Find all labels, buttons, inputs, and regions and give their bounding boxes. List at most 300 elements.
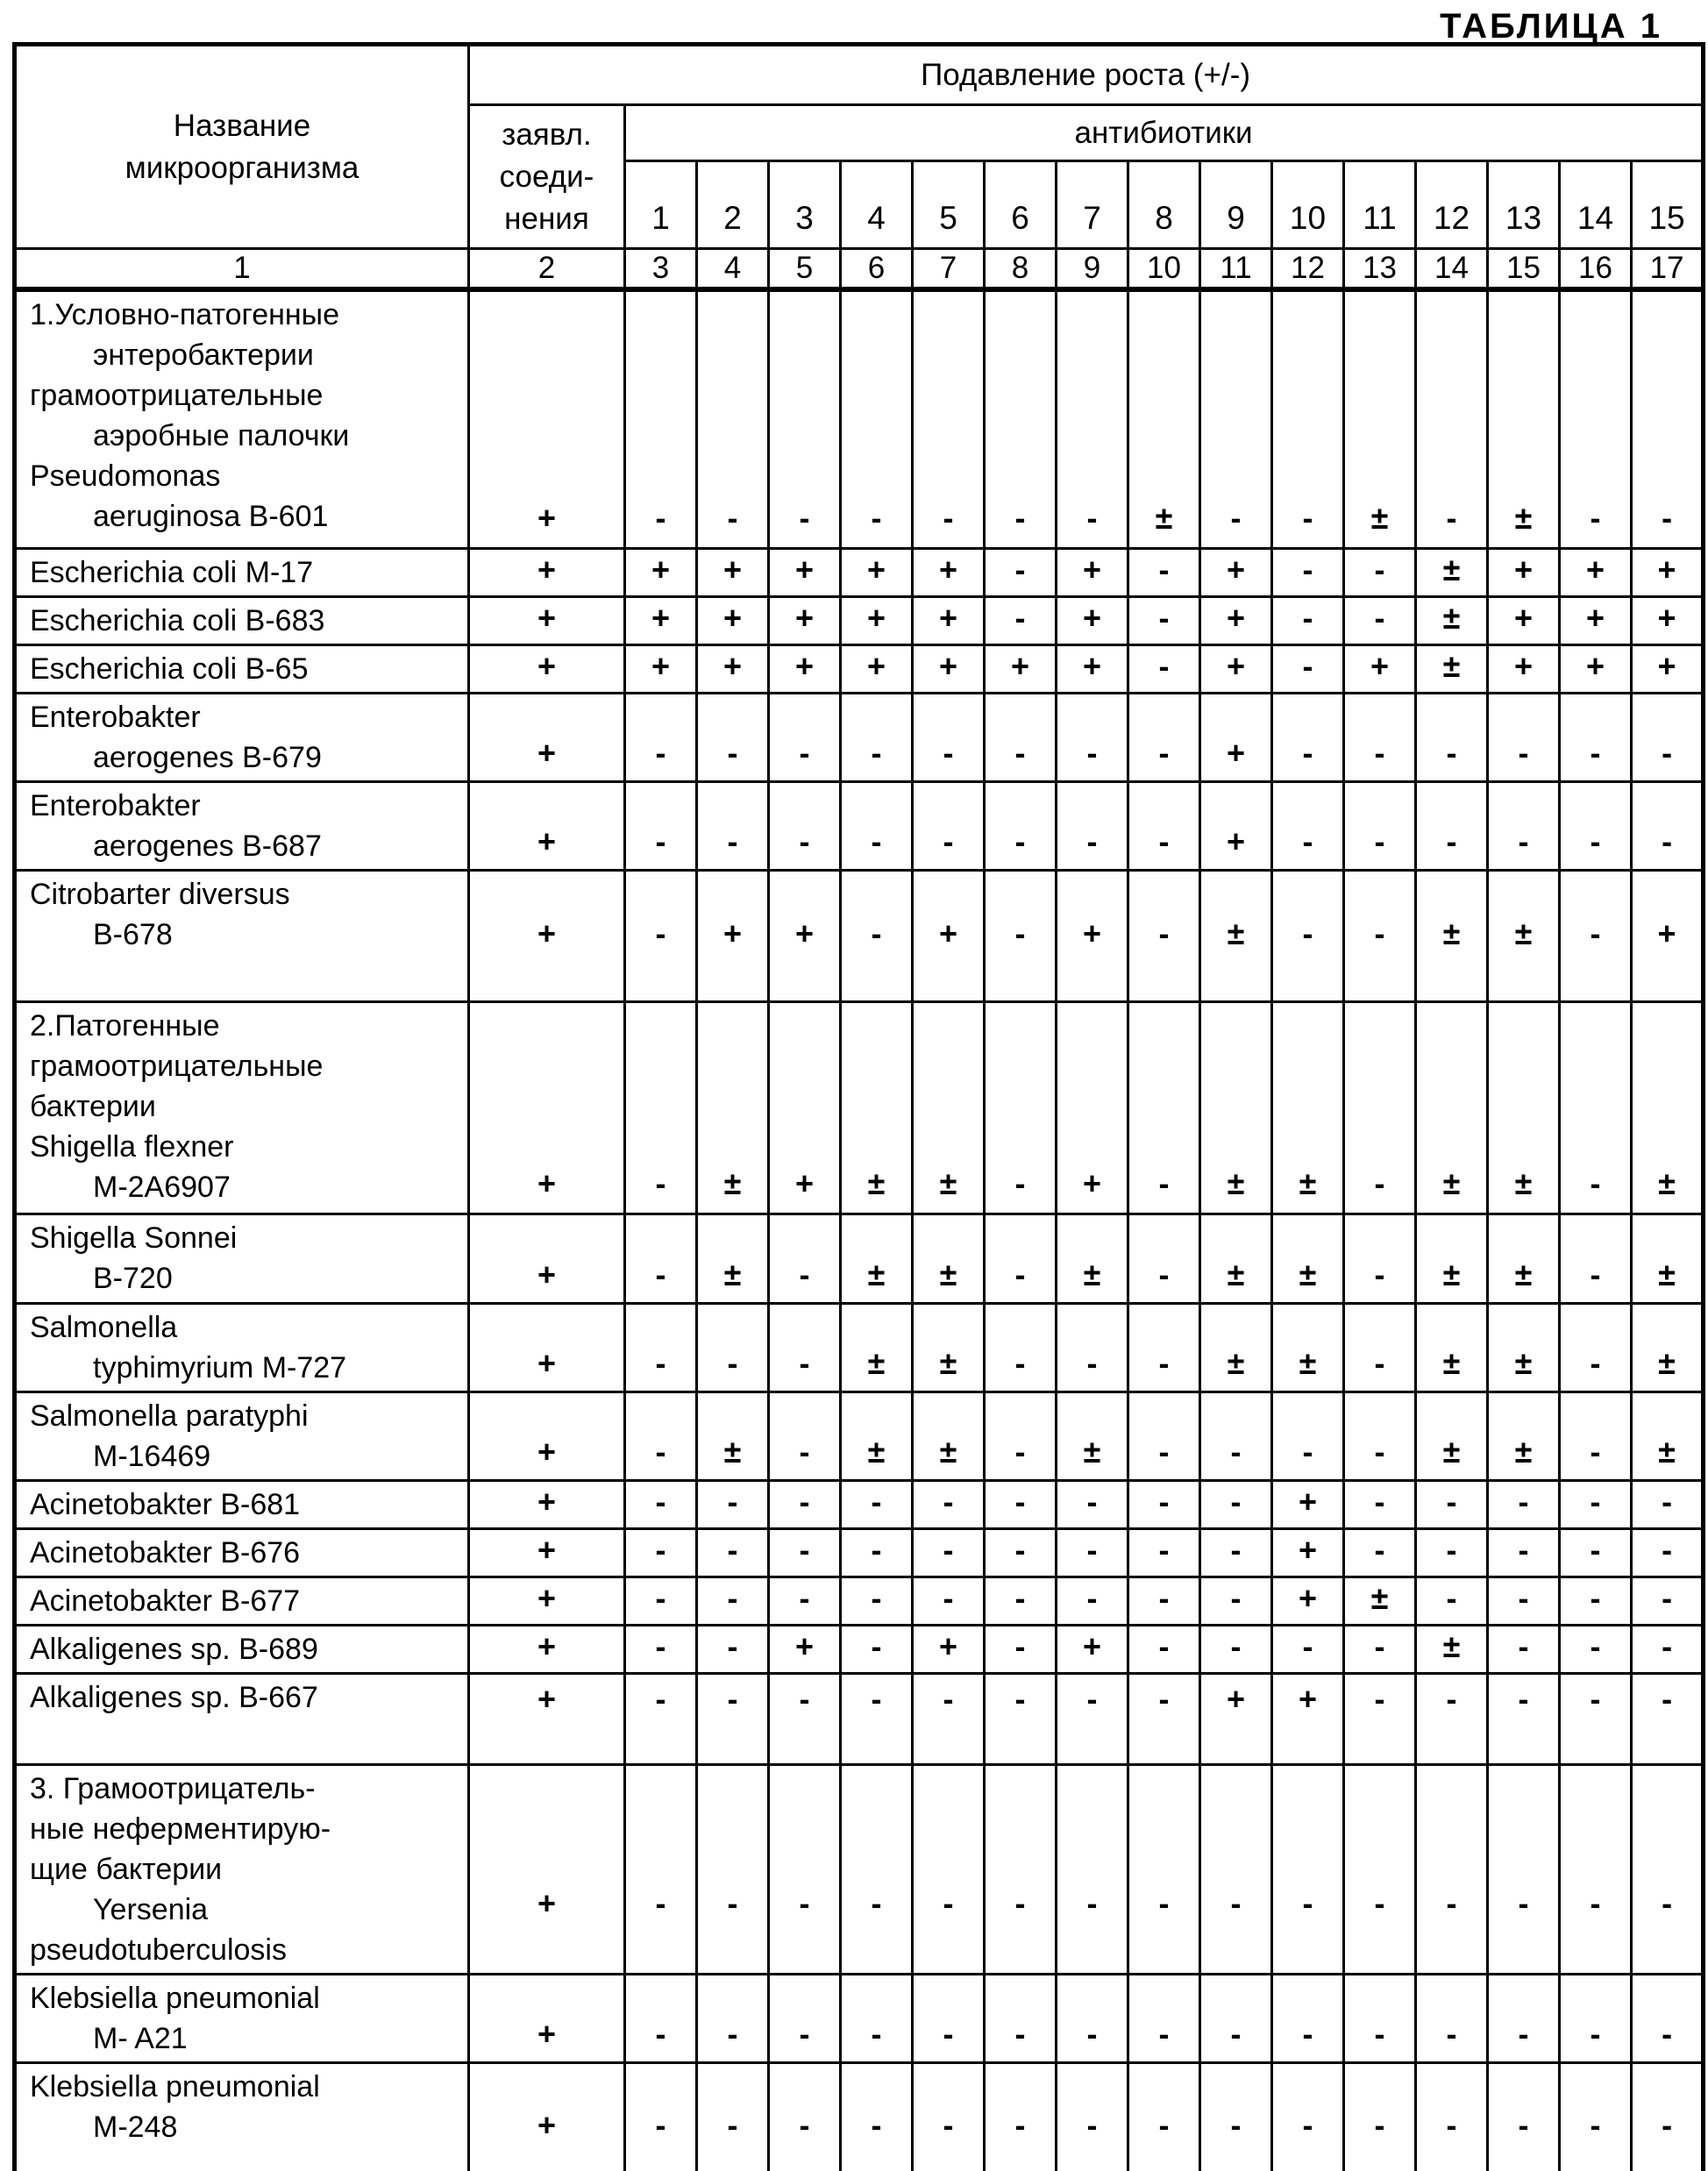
antibiotic-result-cell: - bbox=[1488, 1528, 1560, 1577]
antibiotic-result-cell: - bbox=[1272, 1625, 1344, 1673]
antibiotic-result-cell: - bbox=[1560, 1392, 1632, 1480]
antibiotic-result-cell: - bbox=[1272, 548, 1344, 596]
antibiotic-result-cell: ± bbox=[1488, 1001, 1560, 1214]
claimed-compound-result-cell: + bbox=[469, 1392, 625, 1480]
antibiotic-result-cell: - bbox=[1560, 1625, 1632, 1673]
antibiotic-result-cell: - bbox=[1272, 1764, 1344, 1974]
antibiotic-result-cell: - bbox=[1057, 1577, 1128, 1625]
organism-name-line: aerogenes B-679 bbox=[93, 740, 322, 774]
antibiotic-result-cell: - bbox=[697, 693, 769, 781]
antibiotic-result-cell: + bbox=[625, 596, 697, 644]
organism-name-line: Enterobakter bbox=[30, 788, 201, 822]
antibiotic-result-cell: - bbox=[913, 693, 985, 781]
antibiotic-result-cell: - bbox=[1128, 1577, 1200, 1625]
antibiotic-result-cell: + bbox=[769, 1001, 841, 1214]
antibiotic-result-cell: + bbox=[697, 596, 769, 644]
organism-name-cell bbox=[15, 1577, 469, 1625]
antibiotic-result-cell: ± bbox=[1057, 1214, 1128, 1303]
antibiotic-result-cell: - bbox=[985, 1528, 1057, 1577]
column-index-cell: 1 bbox=[15, 249, 469, 290]
antibiotic-result-cell: ± bbox=[1632, 1303, 1704, 1392]
antibiotic-number-cell: 10 bbox=[1272, 161, 1344, 249]
antibiotic-result-cell: - bbox=[841, 1577, 913, 1625]
antibiotic-result-cell: - bbox=[841, 1528, 913, 1577]
organism-name-line: щие бактерии bbox=[30, 1852, 223, 1886]
antibiotic-result-cell: - bbox=[1128, 2062, 1200, 2171]
antibiotic-result-cell: ± bbox=[1416, 1001, 1488, 1214]
antibiotic-result-cell: - bbox=[1560, 693, 1632, 781]
antibiotic-result-cell: - bbox=[1416, 1480, 1488, 1528]
antibiotic-result-cell: - bbox=[1200, 1528, 1272, 1577]
antibiotic-result-cell: - bbox=[913, 1764, 985, 1974]
organism-name-line: Klebsiella pneumonial bbox=[30, 2069, 320, 2103]
organism-name-line: B-678 bbox=[93, 917, 173, 951]
antibiotic-result-cell: - bbox=[1128, 548, 1200, 596]
organism-name-cell bbox=[15, 1392, 469, 1480]
antibiotic-result-cell: - bbox=[1272, 1974, 1344, 2062]
antibiotic-result-cell: - bbox=[697, 1528, 769, 1577]
antibiotic-result-cell: - bbox=[625, 693, 697, 781]
antibiotic-result-cell: ± bbox=[697, 1214, 769, 1303]
antibiotic-result-cell: - bbox=[1344, 1480, 1416, 1528]
organism-name-line: Enterobakter bbox=[30, 700, 201, 734]
antibiotic-result-cell: ± bbox=[1272, 1303, 1344, 1392]
antibiotic-result-cell: - bbox=[769, 1673, 841, 1764]
column-index-cell: 14 bbox=[1416, 249, 1488, 290]
claimed-compound-result-cell: + bbox=[469, 1480, 625, 1528]
organism-name-line: M-2A6907 bbox=[93, 1170, 231, 1204]
antibiotic-result-cell: - bbox=[1560, 870, 1632, 1001]
antibiotic-result-cell: ± bbox=[1632, 1001, 1704, 1214]
antibiotic-result-cell: - bbox=[1488, 1673, 1560, 1764]
antibiotic-result-cell: - bbox=[1200, 1974, 1272, 2062]
antibiotic-result-cell: + bbox=[1560, 548, 1632, 596]
antibiotic-result-cell: ± bbox=[697, 1001, 769, 1214]
antibiotic-result-cell: - bbox=[913, 289, 985, 548]
antibiotic-result-cell: - bbox=[985, 1673, 1057, 1764]
antibiotic-result-cell: - bbox=[985, 1625, 1057, 1673]
antibiotic-result-cell: - bbox=[841, 289, 913, 548]
column-index-cell: 16 bbox=[1560, 249, 1632, 290]
antibiotic-result-cell: - bbox=[1128, 644, 1200, 693]
antibiotic-result-cell: ± bbox=[1632, 1392, 1704, 1480]
antibiotic-result-cell: - bbox=[1128, 1001, 1200, 1214]
antibiotic-result-cell: - bbox=[1128, 1480, 1200, 1528]
antibiotic-result-cell: - bbox=[1057, 1764, 1128, 1974]
column-index-cell: 13 bbox=[1344, 249, 1416, 290]
antibiotic-result-cell: + bbox=[625, 644, 697, 693]
antibiotic-result-cell: + bbox=[1057, 548, 1128, 596]
antibiotic-result-cell: - bbox=[1560, 1673, 1632, 1764]
organism-name-line: M-16469 bbox=[93, 1439, 211, 1473]
organism-row bbox=[15, 1974, 1704, 2062]
antibiotic-result-cell: - bbox=[697, 2062, 769, 2171]
antibiotic-result-cell: + bbox=[769, 644, 841, 693]
antibiotic-result-cell: ± bbox=[1272, 1001, 1344, 1214]
growth-suppression-table bbox=[12, 42, 1705, 2171]
antibiotic-result-cell: + bbox=[1632, 548, 1704, 596]
antibiotic-result-cell: - bbox=[1200, 1480, 1272, 1528]
antibiotic-number-cell: 2 bbox=[697, 161, 769, 249]
antibiotic-result-cell: - bbox=[625, 289, 697, 548]
organism-name-line: грамоотрицательные bbox=[30, 1049, 324, 1083]
organism-row bbox=[15, 1528, 1704, 1577]
column-index-cell: 3 bbox=[625, 249, 697, 290]
organism-name-line: 2.Патогенные bbox=[30, 1008, 220, 1043]
antibiotic-result-cell: - bbox=[1057, 1528, 1128, 1577]
antibiotic-result-cell: - bbox=[625, 1392, 697, 1480]
antibiotic-result-cell: - bbox=[1057, 1673, 1128, 1764]
antibiotic-result-cell: - bbox=[1057, 1480, 1128, 1528]
antibiotic-result-cell: - bbox=[1632, 1974, 1704, 2062]
claimed-compound-result-cell: + bbox=[469, 781, 625, 870]
organism-name-cell bbox=[15, 781, 469, 870]
antibiotic-result-cell: - bbox=[985, 1214, 1057, 1303]
antibiotic-result-cell: + bbox=[1272, 1480, 1344, 1528]
organism-name-cell bbox=[15, 1625, 469, 1673]
antibiotic-result-cell: - bbox=[1632, 1673, 1704, 1764]
antibiotic-result-cell: - bbox=[913, 781, 985, 870]
claimed-compound-result-cell: + bbox=[469, 1303, 625, 1392]
organism-name-line: ные неферментирую- bbox=[30, 1812, 331, 1846]
antibiotic-result-cell: + bbox=[769, 548, 841, 596]
claimed-compound-result-cell: + bbox=[469, 1764, 625, 1974]
antibiotic-result-cell: ± bbox=[913, 1303, 985, 1392]
antibiotic-result-cell: - bbox=[985, 1001, 1057, 1214]
antibiotic-result-cell: - bbox=[625, 1001, 697, 1214]
antibiotic-result-cell: - bbox=[625, 1303, 697, 1392]
antibiotic-result-cell: - bbox=[1560, 289, 1632, 548]
organism-name-line: typhimyrium M-727 bbox=[93, 1350, 347, 1384]
antibiotic-result-cell: - bbox=[1488, 781, 1560, 870]
organism-name-line: 3. Грамоотрицатель- bbox=[30, 1771, 316, 1805]
antibiotic-result-cell: - bbox=[985, 1480, 1057, 1528]
antibiotic-result-cell: + bbox=[1200, 1673, 1272, 1764]
organism-name-cell bbox=[15, 548, 469, 596]
antibiotic-result-cell: ± bbox=[1272, 1214, 1344, 1303]
antibiotic-result-cell: + bbox=[769, 596, 841, 644]
antibiotic-result-cell: - bbox=[1488, 2062, 1560, 2171]
antibiotic-result-cell: + bbox=[913, 548, 985, 596]
antibiotic-result-cell: - bbox=[1344, 1764, 1416, 1974]
organism-row bbox=[15, 1764, 1704, 1974]
antibiotic-result-cell: - bbox=[1632, 1528, 1704, 1577]
antibiotic-result-cell: + bbox=[769, 1625, 841, 1673]
antibiotic-number-cell: 12 bbox=[1416, 161, 1488, 249]
antibiotic-result-cell: - bbox=[1344, 548, 1416, 596]
organism-row bbox=[15, 2062, 1704, 2171]
antibiotic-result-cell: - bbox=[1416, 2062, 1488, 2171]
antibiotic-result-cell: - bbox=[625, 1625, 697, 1673]
antibiotic-result-cell: - bbox=[1128, 1528, 1200, 1577]
antibiotic-result-cell: - bbox=[625, 1673, 697, 1764]
organism-row bbox=[15, 1214, 1704, 1303]
organism-name-line: Citrobarter diversus bbox=[30, 877, 290, 911]
column-index-cell: 11 bbox=[1200, 249, 1272, 290]
organism-row bbox=[15, 644, 1704, 693]
column-index-cell: 12 bbox=[1272, 249, 1344, 290]
organism-name-cell bbox=[15, 1528, 469, 1577]
header-row-suppression bbox=[15, 45, 1704, 105]
antibiotic-result-cell: - bbox=[1272, 870, 1344, 1001]
antibiotic-result-cell: + bbox=[1057, 870, 1128, 1001]
antibiotic-result-cell: - bbox=[625, 870, 697, 1001]
organism-name-line: Yersenia bbox=[93, 1892, 209, 1926]
antibiotic-result-cell: - bbox=[1632, 2062, 1704, 2171]
antibiotic-result-cell: ± bbox=[1488, 1392, 1560, 1480]
antibiotic-result-cell: - bbox=[625, 2062, 697, 2171]
antibiotic-result-cell: - bbox=[769, 1528, 841, 1577]
antibiotic-number-cell: 8 bbox=[1128, 161, 1200, 249]
document-title: ТАБЛИЦА 1 bbox=[1440, 7, 1662, 46]
header-claimed-compound-line: нения bbox=[504, 201, 589, 236]
antibiotic-result-cell: + bbox=[1200, 548, 1272, 596]
organism-row bbox=[15, 693, 1704, 781]
antibiotic-result-cell: - bbox=[841, 1974, 913, 2062]
antibiotic-result-cell: - bbox=[1344, 1974, 1416, 2062]
antibiotic-result-cell: - bbox=[1272, 1392, 1344, 1480]
claimed-compound-result-cell: + bbox=[469, 1673, 625, 1764]
antibiotic-result-cell: ± bbox=[1128, 289, 1200, 548]
organism-name-line: Alkaligenes sp. B-667 bbox=[30, 1680, 318, 1714]
antibiotic-result-cell: - bbox=[1488, 1480, 1560, 1528]
antibiotic-result-cell: - bbox=[1344, 1303, 1416, 1392]
antibiotic-result-cell: + bbox=[1200, 644, 1272, 693]
antibiotic-result-cell: - bbox=[1272, 596, 1344, 644]
column-index-cell: 15 bbox=[1488, 249, 1560, 290]
antibiotic-result-cell: ± bbox=[1488, 870, 1560, 1001]
antibiotic-result-cell: + bbox=[697, 870, 769, 1001]
antibiotic-result-cell: ± bbox=[1416, 1392, 1488, 1480]
antibiotic-result-cell: - bbox=[1128, 1673, 1200, 1764]
antibiotic-result-cell: - bbox=[1344, 870, 1416, 1001]
antibiotic-result-cell: - bbox=[1560, 1764, 1632, 1974]
organism-name-cell bbox=[15, 596, 469, 644]
antibiotic-result-cell: - bbox=[697, 781, 769, 870]
antibiotic-result-cell: - bbox=[1416, 1974, 1488, 2062]
claimed-compound-result-cell: + bbox=[469, 870, 625, 1001]
antibiotic-result-cell: ± bbox=[1057, 1392, 1128, 1480]
antibiotic-result-cell: ± bbox=[1488, 289, 1560, 548]
antibiotic-result-cell: - bbox=[1128, 693, 1200, 781]
organism-name-line: Shigella Sonnei bbox=[30, 1221, 238, 1255]
antibiotic-result-cell: - bbox=[697, 1480, 769, 1528]
antibiotic-result-cell: + bbox=[841, 548, 913, 596]
antibiotic-result-cell: - bbox=[1344, 1673, 1416, 1764]
antibiotic-result-cell: - bbox=[1128, 1974, 1200, 2062]
antibiotic-result-cell: ± bbox=[1200, 1001, 1272, 1214]
antibiotic-result-cell: - bbox=[1200, 289, 1272, 548]
organism-name-cell bbox=[15, 644, 469, 693]
organism-name-cell bbox=[15, 1974, 469, 2062]
antibiotic-result-cell: - bbox=[1632, 1480, 1704, 1528]
antibiotic-number-cell: 11 bbox=[1344, 161, 1416, 249]
organism-name-line: Klebsiella pneumonial bbox=[30, 1981, 320, 2015]
claimed-compound-result-cell: + bbox=[469, 644, 625, 693]
antibiotic-result-cell: - bbox=[769, 693, 841, 781]
organism-row bbox=[15, 1577, 1704, 1625]
column-index-cell: 4 bbox=[697, 249, 769, 290]
antibiotic-result-cell: - bbox=[769, 1392, 841, 1480]
antibiotic-result-cell: + bbox=[1560, 644, 1632, 693]
header-antibiotics-cell: антибиотики bbox=[625, 105, 1704, 161]
header-claimed-compound-cell bbox=[469, 105, 625, 249]
organism-name-line: Pseudomonas bbox=[30, 459, 221, 493]
antibiotic-result-cell: - bbox=[985, 289, 1057, 548]
organism-row bbox=[15, 1673, 1704, 1764]
organism-row bbox=[15, 596, 1704, 644]
antibiotic-result-cell: + bbox=[985, 644, 1057, 693]
claimed-compound-result-cell: + bbox=[469, 1001, 625, 1214]
antibiotic-result-cell: - bbox=[841, 870, 913, 1001]
organism-name-line: бактерии bbox=[30, 1089, 156, 1123]
antibiotic-result-cell: - bbox=[1416, 1528, 1488, 1577]
antibiotic-result-cell: ± bbox=[1416, 644, 1488, 693]
header-claimed-compound-line: соеди- bbox=[499, 159, 594, 194]
column-index-cell: 6 bbox=[841, 249, 913, 290]
antibiotic-result-cell: - bbox=[1057, 289, 1128, 548]
column-index-cell: 7 bbox=[913, 249, 985, 290]
column-index-cell: 5 bbox=[769, 249, 841, 290]
claimed-compound-result-cell: + bbox=[469, 596, 625, 644]
organism-row bbox=[15, 781, 1704, 870]
antibiotic-result-cell: + bbox=[1200, 781, 1272, 870]
antibiotic-result-cell: ± bbox=[1200, 870, 1272, 1001]
organism-name-cell bbox=[15, 1764, 469, 1974]
organism-name-cell bbox=[15, 693, 469, 781]
organism-row bbox=[15, 1480, 1704, 1528]
organism-name-line: грамоотрицательные bbox=[30, 379, 324, 412]
antibiotic-result-cell: ± bbox=[841, 1001, 913, 1214]
antibiotic-result-cell: ± bbox=[913, 1214, 985, 1303]
organism-name-line: Acinetobakter B-681 bbox=[30, 1487, 301, 1521]
organism-row bbox=[15, 548, 1704, 596]
antibiotic-result-cell: - bbox=[913, 2062, 985, 2171]
antibiotic-result-cell: - bbox=[1128, 596, 1200, 644]
antibiotic-result-cell: - bbox=[985, 596, 1057, 644]
antibiotic-result-cell: - bbox=[1632, 1764, 1704, 1974]
antibiotic-result-cell: + bbox=[1344, 644, 1416, 693]
antibiotic-result-cell: - bbox=[697, 1303, 769, 1392]
antibiotic-result-cell: - bbox=[1344, 781, 1416, 870]
antibiotic-result-cell: - bbox=[1200, 1764, 1272, 1974]
antibiotic-result-cell: - bbox=[1272, 2062, 1344, 2171]
organism-name-line: аэробные палочки bbox=[93, 419, 350, 452]
antibiotic-result-cell: - bbox=[1632, 693, 1704, 781]
antibiotic-result-cell: - bbox=[769, 289, 841, 548]
antibiotic-result-cell: ± bbox=[1344, 289, 1416, 548]
organism-row bbox=[15, 1303, 1704, 1392]
organism-name-cell bbox=[15, 1673, 469, 1764]
antibiotic-result-cell: + bbox=[1272, 1673, 1344, 1764]
organism-name-line: энтеробактерии bbox=[93, 338, 314, 372]
antibiotic-result-cell: + bbox=[769, 870, 841, 1001]
antibiotic-result-cell: - bbox=[1057, 2062, 1128, 2171]
antibiotic-result-cell: - bbox=[1128, 1392, 1200, 1480]
antibiotic-result-cell: + bbox=[1560, 596, 1632, 644]
antibiotic-number-cell: 5 bbox=[913, 161, 985, 249]
antibiotic-result-cell: - bbox=[697, 1673, 769, 1764]
antibiotic-result-cell: - bbox=[1416, 781, 1488, 870]
antibiotic-result-cell: - bbox=[1488, 693, 1560, 781]
header-growth-suppression-cell: Подавление роста (+/-) bbox=[469, 45, 1704, 105]
organism-name-line: Alkaligenes sp. B-689 bbox=[30, 1632, 318, 1666]
antibiotic-result-cell: + bbox=[1057, 1001, 1128, 1214]
antibiotic-result-cell: - bbox=[1488, 1625, 1560, 1673]
antibiotic-result-cell: - bbox=[841, 1764, 913, 1974]
antibiotic-result-cell: - bbox=[913, 1974, 985, 2062]
antibiotic-number-cell: 6 bbox=[985, 161, 1057, 249]
organism-name-line: Acinetobakter B-676 bbox=[30, 1535, 301, 1570]
organism-name-line: Salmonella paratyphi bbox=[30, 1399, 309, 1433]
antibiotic-result-cell: - bbox=[985, 1392, 1057, 1480]
antibiotic-result-cell: - bbox=[1416, 693, 1488, 781]
antibiotic-result-cell: - bbox=[1128, 781, 1200, 870]
organism-name-line: B-720 bbox=[93, 1261, 173, 1295]
antibiotic-result-cell: - bbox=[1057, 1303, 1128, 1392]
antibiotic-result-cell: + bbox=[1632, 870, 1704, 1001]
antibiotic-result-cell: ± bbox=[1200, 1214, 1272, 1303]
antibiotic-result-cell: ± bbox=[1416, 548, 1488, 596]
antibiotic-result-cell: - bbox=[769, 1480, 841, 1528]
antibiotic-result-cell: - bbox=[769, 1303, 841, 1392]
claimed-compound-result-cell: + bbox=[469, 289, 625, 548]
antibiotic-result-cell: - bbox=[1560, 1480, 1632, 1528]
antibiotic-result-cell: - bbox=[1200, 1392, 1272, 1480]
claimed-compound-result-cell: + bbox=[469, 1974, 625, 2062]
antibiotic-result-cell: - bbox=[1560, 1303, 1632, 1392]
antibiotic-result-cell: - bbox=[769, 1974, 841, 2062]
antibiotic-result-cell: - bbox=[697, 289, 769, 548]
organism-row bbox=[15, 289, 1704, 548]
antibiotic-result-cell: - bbox=[1128, 870, 1200, 1001]
antibiotic-result-cell: - bbox=[625, 1214, 697, 1303]
antibiotic-result-cell: - bbox=[985, 870, 1057, 1001]
antibiotic-result-cell: - bbox=[1344, 596, 1416, 644]
organism-name-line: Shigella flexner bbox=[30, 1129, 234, 1164]
organism-row bbox=[15, 870, 1704, 1001]
antibiotic-result-cell: - bbox=[1416, 1764, 1488, 1974]
organism-name-line: 1.Условно-патогенные bbox=[30, 298, 340, 331]
antibiotic-result-cell: - bbox=[1632, 1577, 1704, 1625]
antibiotic-result-cell: - bbox=[1057, 781, 1128, 870]
antibiotic-result-cell: - bbox=[1344, 1528, 1416, 1577]
antibiotic-result-cell: + bbox=[625, 548, 697, 596]
antibiotic-result-cell: - bbox=[1200, 2062, 1272, 2171]
antibiotic-result-cell: + bbox=[913, 1625, 985, 1673]
antibiotic-result-cell: - bbox=[913, 1577, 985, 1625]
antibiotic-result-cell: ± bbox=[1416, 870, 1488, 1001]
antibiotic-number-cell: 14 bbox=[1560, 161, 1632, 249]
antibiotic-result-cell: ± bbox=[1416, 1625, 1488, 1673]
antibiotic-result-cell: - bbox=[1200, 1577, 1272, 1625]
antibiotic-result-cell: ± bbox=[913, 1392, 985, 1480]
organism-name-line: Acinetobakter B-677 bbox=[30, 1584, 301, 1618]
antibiotic-number-cell: 4 bbox=[841, 161, 913, 249]
antibiotic-result-cell: ± bbox=[697, 1392, 769, 1480]
antibiotic-number-cell: 3 bbox=[769, 161, 841, 249]
antibiotic-result-cell: - bbox=[1416, 1673, 1488, 1764]
header-organism-name-cell bbox=[15, 45, 469, 249]
antibiotic-result-cell: - bbox=[1057, 1974, 1128, 2062]
antibiotic-result-cell: ± bbox=[1632, 1214, 1704, 1303]
antibiotic-result-cell: + bbox=[1057, 644, 1128, 693]
organism-name-cell bbox=[15, 289, 469, 548]
organism-name-cell bbox=[15, 870, 469, 1001]
organism-name-line: Escherichia coli M-17 bbox=[30, 555, 314, 589]
organism-name-cell bbox=[15, 1001, 469, 1214]
antibiotic-result-cell: + bbox=[1057, 596, 1128, 644]
